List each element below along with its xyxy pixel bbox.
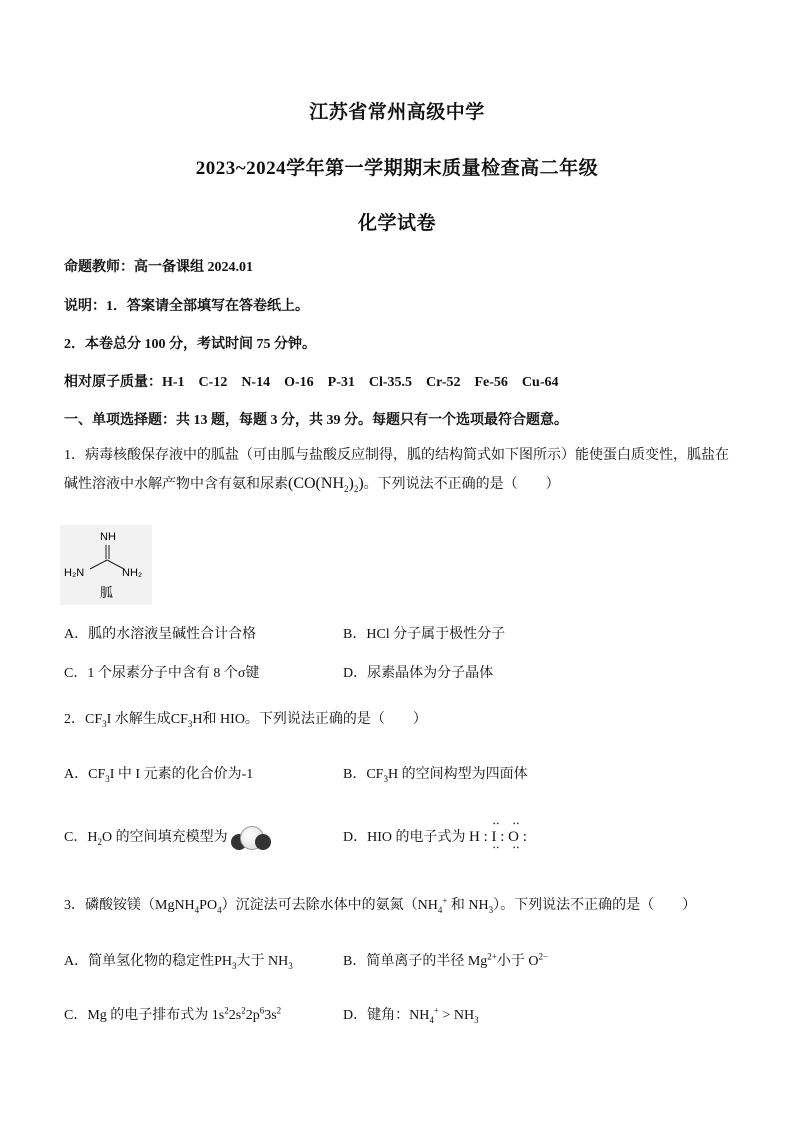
mg-ion-formula: $Mg^{2+}$ [464, 951, 497, 969]
note-2: 2．本卷总分 100 分，考试时间 75 分钟。 [64, 337, 316, 352]
q2-option-d[interactable] [343, 820, 527, 852]
q3-d-pre: D．键角： [343, 1008, 410, 1023]
atomic-mass-line: 相对原子质量：H-1 C-12 N-14 O-16 P-31 Cl-35.5 Cr-52 Fe-56 Cu-64 [64, 375, 559, 390]
subject-title: 化学试卷 [357, 213, 436, 234]
struct-h2n: H₂N [64, 567, 85, 579]
q1-stem-line1: 1．病毒核酸保存液中的胍盐（可由胍与盐酸反应制得，胍的结构简式如下图所示）能使蛋白质变性，胍盐在 [64, 448, 729, 463]
q3-a-pre: A．简单氢化物的稳定性 [64, 954, 215, 969]
q3-b-mid: 小于 [496, 954, 525, 969]
teacher-line: 命题教师：高一备课组 2024.01 [64, 260, 253, 275]
q1-option-d[interactable]: D．尿素晶体为分子晶体 [343, 666, 494, 681]
q3-stem-mid: ）沉淀法可去除水体中的氨氮（ [221, 898, 418, 913]
h-atom-right [255, 834, 271, 850]
q1-stem-line2: 碱性溶液中水解产物中含有氨和尿素 [64, 477, 288, 492]
hio-electron-formula: •• •• H : I : O : •• •• [469, 820, 527, 852]
q3-a-mid: 大于 [236, 954, 265, 969]
q3-b-pre: B．简单离子的半径 [343, 954, 465, 969]
q2-option-b[interactable] [343, 763, 528, 784]
q3-option-d[interactable] [343, 1004, 479, 1025]
q1-option-c[interactable]: C．1 个尿素分子中含有 8 个σ键 [64, 666, 260, 681]
q3-stem [64, 894, 696, 915]
urea-formula: $(CO(NH_2)_2)$ [288, 475, 364, 495]
q2-stem-post: 水解生成 [114, 712, 171, 727]
hio-formula-text: H : I : O : [469, 829, 527, 845]
q3-c-pre: C．Mg 的电子排布式为 [64, 1008, 209, 1023]
q2-d-pre: D．HIO 的电子式为 [343, 830, 466, 845]
bond-angle-compare: $NH_4^+ > NH_3$ [409, 1005, 479, 1025]
q2-product: $CF_3H$ [170, 712, 203, 729]
q2-number: 2．$CF_3I$ [64, 712, 115, 729]
section-heading: 一、单项选择题：共 13 题，每题 3 分，共 39 分。每题只有一个选项最符合题意。 [64, 413, 568, 428]
o-ion-formula: $O^{2-}$ [524, 951, 549, 969]
q2-a-pre: A．$CF_3I$ [64, 767, 118, 784]
q3-stem-post: ）。下列说法不正确的是（ ） [493, 898, 697, 913]
q3-option-a[interactable] [64, 950, 293, 971]
q1-option-a[interactable]: A．胍的水溶液呈碱性合计合格 [64, 627, 257, 642]
q2-b-pre: B．$CF_3H$ [343, 767, 402, 784]
struct-nh: NH [100, 531, 116, 543]
q3-option-c[interactable] [64, 1004, 281, 1024]
q2-stem-mid: 和 HIO。下列说法正确的是（ ） [202, 712, 427, 727]
mg-electron-config: $1s^22s^22p^63s^2$ [208, 1005, 282, 1023]
nh3-formula: $NH_3$ [264, 954, 293, 971]
q3-stem-pre: 3．磷酸铵镁（ [64, 898, 155, 913]
note-1: 说明：1．答案请全部填写在答卷纸上。 [64, 299, 309, 314]
nh4-nh3-formula: $NH_4^+$ 和 $NH_3$ [417, 895, 494, 915]
q2-option-a[interactable] [64, 763, 253, 784]
q1-stem [64, 442, 734, 503]
water-space-filling-model [231, 826, 271, 850]
q3-option-b[interactable] [343, 950, 548, 970]
q2-a-post: 中 I 元素的化合价为-1 [117, 767, 254, 782]
struct-caption: 胍 [100, 585, 114, 600]
q2-option-c[interactable] [64, 826, 271, 850]
q2-b-post: 的空间构型为四面体 [401, 767, 528, 782]
q1-stem-line2-tail: 。下列说法不正确的是（ ） [363, 477, 560, 492]
q2-stem [64, 708, 427, 729]
school-title: 江苏省常州高级中学 [309, 102, 485, 123]
q2-c-post: 的空间填充模型为 [115, 830, 228, 846]
guanidine-structure [60, 525, 152, 605]
term-title: 2023~2024学年第一学期期末质量检查高二年级 [195, 158, 599, 179]
q1-option-b[interactable]: B．HCl 分子属于极性分子 [343, 627, 506, 642]
struct-nh2: NH₂ [122, 567, 143, 579]
ph3-formula: $PH_3$ [214, 954, 237, 971]
mgnh4po4-formula: $MgNH_4PO_4$ [155, 898, 222, 915]
q2-c-pre: C．$H_2O$ [64, 830, 116, 848]
